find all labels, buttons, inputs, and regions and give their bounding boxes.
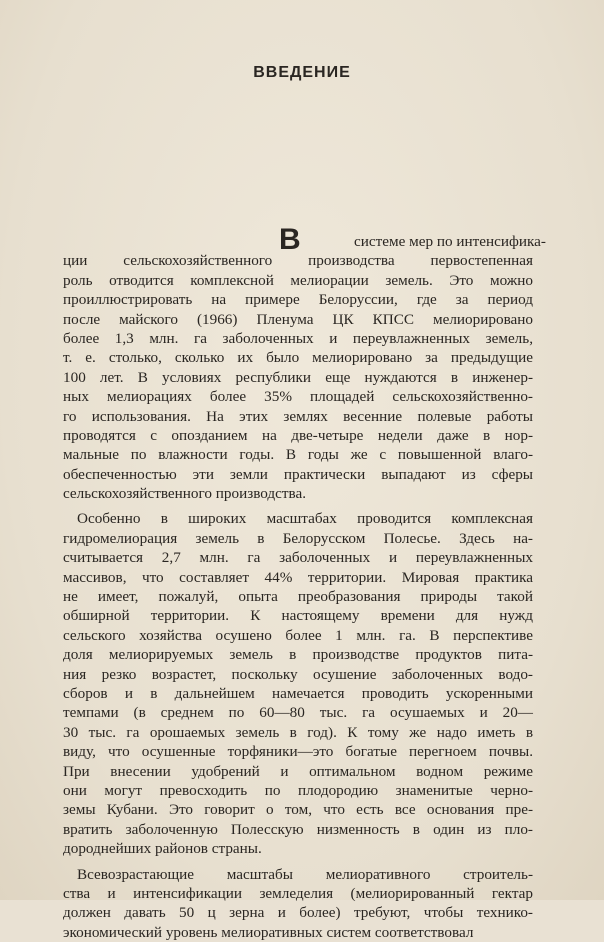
text-line: доля мелиорируемых земель в производстве продуктов пита-: [63, 645, 533, 664]
text-line: дороднейших районов страны.: [63, 839, 533, 858]
text-line: вратить заболоченную Полесскую низменность в один из пло-: [63, 820, 533, 839]
text-line: Особенно в широких масштабах проводится комплексная: [63, 509, 533, 528]
text-line: земы Кубани. Это говорит о том, что есть все основания пре-: [63, 800, 533, 819]
body-text: [63, 232, 533, 942]
chapter-heading: ВВЕДЕНИЕ: [0, 64, 604, 82]
text-line: Всевозрастающие масштабы мелиоративного строитель-: [63, 865, 533, 884]
text-line: ства и интенсификации земледелия (мелиорированный гектар: [63, 884, 533, 903]
text-line: сельскохозяйственного производства.: [63, 484, 533, 503]
text-line: считывается 2,7 млн. га заболоченных и переувлажненных: [63, 548, 533, 567]
paragraph-3: [63, 865, 533, 942]
text-line: 30 тыс. га орошаемых земель в год). К тому же надо иметь в: [63, 723, 533, 742]
text-line: ния резко возрастет, поскольку осушение заболоченных водо-: [63, 665, 533, 684]
text-line: массивов, что составляет 44% территории. Мировая практика: [63, 568, 533, 587]
text-line: не имеет, пожалуй, опыта преобразования природы такой: [63, 587, 533, 606]
first-line-wrapper: [63, 232, 533, 251]
text-line: ции сельскохозяйственного производства первостепенная: [63, 251, 533, 270]
text-line: т. е. столько, сколько их было мелиорировано за предыдущие: [63, 348, 533, 367]
paragraph-1: [63, 251, 533, 503]
text-line: гидромелиорация земель в Белорусском Полесье. Здесь на-: [63, 529, 533, 548]
text-line: проводятся с опозданием на две-четыре недели даже в нор-: [63, 426, 533, 445]
text-line: ных мелиорациях более 35% площадей сельскохозяйственно-: [63, 387, 533, 406]
text-line: более 1,3 млн. га заболоченных и переувлажненных земель,: [63, 329, 533, 348]
text-line: При внесении удобрений и оптимальном водном режиме: [63, 762, 533, 781]
text-line: 100 лет. В условиях республики еще нуждаются в инженер-: [63, 368, 533, 387]
text-line: экономический уровень мелиоративных систем соответствовал: [63, 923, 533, 942]
paragraph-2: [63, 509, 533, 858]
text-line: виду, что осушенные торфяники—это богатые перегноем почвы.: [63, 742, 533, 761]
text-line: они могут превосходить по плодородию знаменитые черно-: [63, 781, 533, 800]
drop-cap: В: [279, 225, 301, 255]
text-line: должен давать 50 ц зерна и более) требуют, чтобы технико-: [63, 903, 533, 922]
text-line: сельского хозяйства осушено более 1 млн. га. В перспективе: [63, 626, 533, 645]
text-line: темпами (в среднем по 60—80 тыс. га осушаемых и 20—: [63, 703, 533, 722]
text-line: роль отводится комплексной мелиорации земель. Это можно: [63, 271, 533, 290]
text-line: после майского (1966) Пленума ЦК КПСС мелиорировано: [63, 310, 533, 329]
text-line: го использования. На этих землях весенние полевые работы: [63, 407, 533, 426]
text-line: обеспеченностью эти земли практически выпадают из сферы: [63, 465, 533, 484]
text-line: сборов и в дальнейшем намечается проводить ускоренными: [63, 684, 533, 703]
text-line: обширной территории. К настоящему времени для нужд: [63, 606, 533, 625]
text-line: проиллюстрировать на примере Белоруссии, где за период: [63, 290, 533, 309]
text-line: системе мер по интенсифика-: [109, 232, 533, 251]
text-line: мальные по влажности годы. В годы же с повышенной влаго-: [63, 445, 533, 464]
